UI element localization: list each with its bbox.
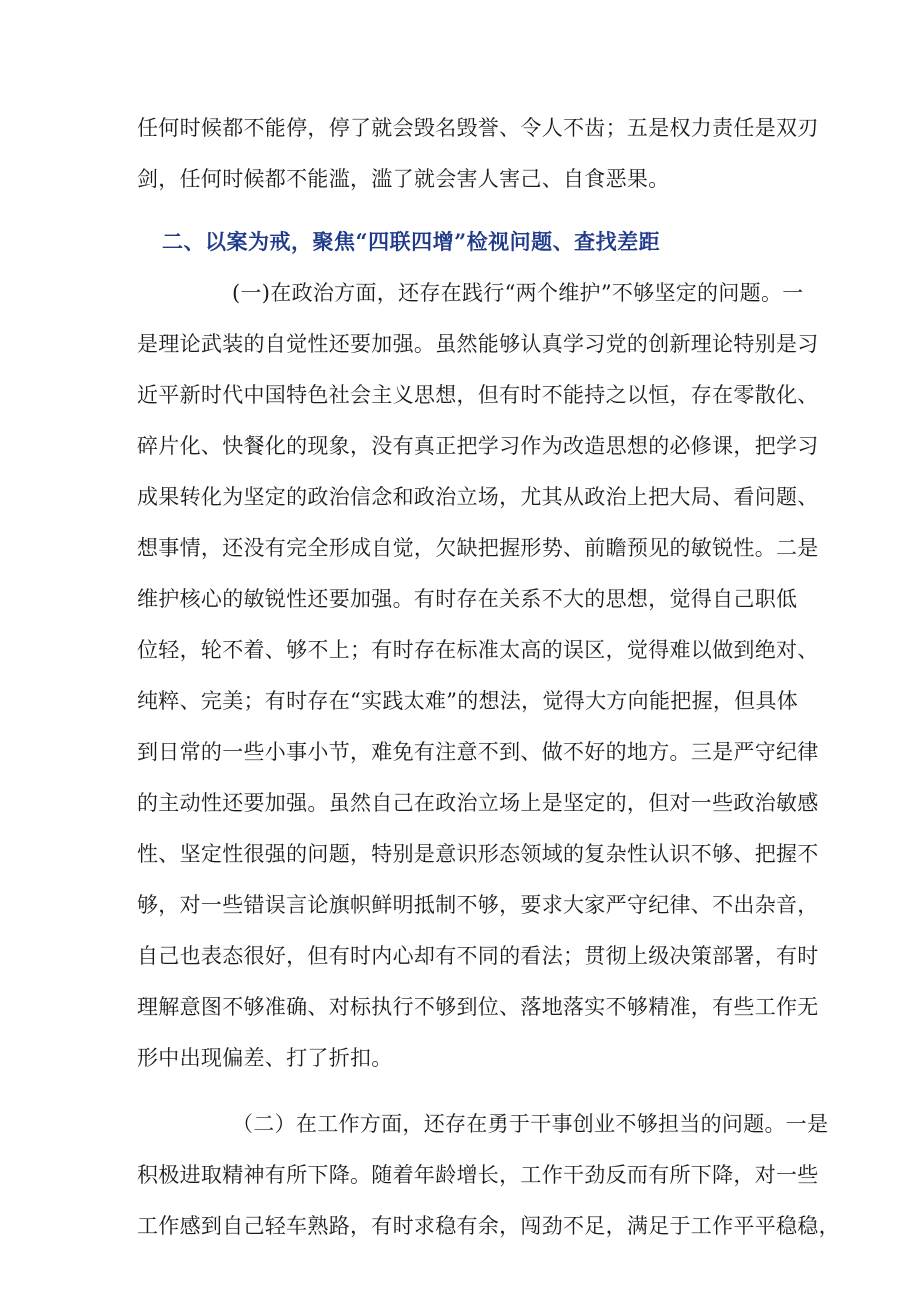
paragraph-2-line-2: 积极进取精神有所下降。随着年龄增长，工作干劲反而有所下降，对一些 bbox=[137, 1163, 819, 1187]
paragraph-1-line-15: 理解意图不够准确、对标执行不够到位、落地落实不够精准，有些工作无 bbox=[137, 995, 819, 1019]
paragraph-1-line-14: 自己也表态很好，但有时内心却有不同的看法；贯彻上级决策部署，有时 bbox=[137, 944, 819, 968]
paragraph-1-line-8: 位轻，轮不着、够不上；有时存在标准太高的误区，觉得难以做到绝对、 bbox=[137, 638, 819, 662]
paragraph-2-line-3: 工作感到自己轻车熟路，有时求稳有余，闯劲不足，满足于工作平平稳稳， bbox=[137, 1214, 840, 1238]
paragraph-1-line-4: 碎片化、快餐化的现象，没有真正把学习作为改造思想的必修课，把学习 bbox=[137, 434, 819, 458]
paragraph-1-line-9: 纯粹、完美；有时存在“实践太难”的想法，觉得大方向能把握，但具体 bbox=[137, 689, 799, 713]
paragraph-2-line-1: （二）在工作方面，还存在勇于干事创业不够担当的问题。一是 bbox=[232, 1112, 829, 1136]
paragraph-1-line-13: 够，对一些错误言论旗帜鲜明抵制不够，要求大家严守纪律、不出杂音， bbox=[137, 893, 819, 917]
paragraph-1-line-7: 维护核心的敏锐性还要加强。有时存在关系不大的思想，觉得自己职低 bbox=[137, 587, 798, 611]
paragraph-1-line-10: 到日常的一些小事小节，难免有注意不到、做不好的地方。三是严守纪律 bbox=[137, 740, 819, 764]
paragraph-1-line-1: (一)在政治方面，还存在践行“两个维护”不够坚定的问题。一 bbox=[232, 281, 804, 305]
paragraph-1-line-11: 的主动性还要加强。虽然自己在政治立场上是坚定的，但对一些政治敏感 bbox=[137, 791, 819, 815]
continuation-line-2: 剑，任何时候都不能滥，滥了就会害人害己、自食恶果。 bbox=[137, 167, 670, 191]
paragraph-1-line-12: 性、坚定性很强的问题，特别是意识形态领域的复杂性认识不够、把握不 bbox=[137, 842, 819, 866]
paragraph-1-line-16: 形中出现偏差、打了折扣。 bbox=[137, 1046, 393, 1070]
section-heading: 二、以案为戒，聚焦“四联四增”检视问题、查找差距 bbox=[162, 229, 661, 254]
paragraph-1-line-2: 是理论武装的自觉性还要加强。虽然能够认真学习党的创新理论特别是习 bbox=[137, 332, 819, 356]
continuation-line-1: 任何时候都不能停，停了就会毁名毁誉、令人不齿；五是权力责任是双刃 bbox=[137, 116, 819, 140]
paragraph-1-line-6: 想事情，还没有完全形成自觉，欠缺把握形势、前瞻预见的敏锐性。二是 bbox=[137, 536, 819, 560]
paragraph-1-line-5: 成果转化为坚定的政治信念和政治立场，尤其从政治上把大局、看问题、 bbox=[137, 485, 819, 509]
paragraph-1-line-3: 近平新时代中国特色社会主义思想，但有时不能持之以恒，存在零散化、 bbox=[137, 383, 819, 407]
